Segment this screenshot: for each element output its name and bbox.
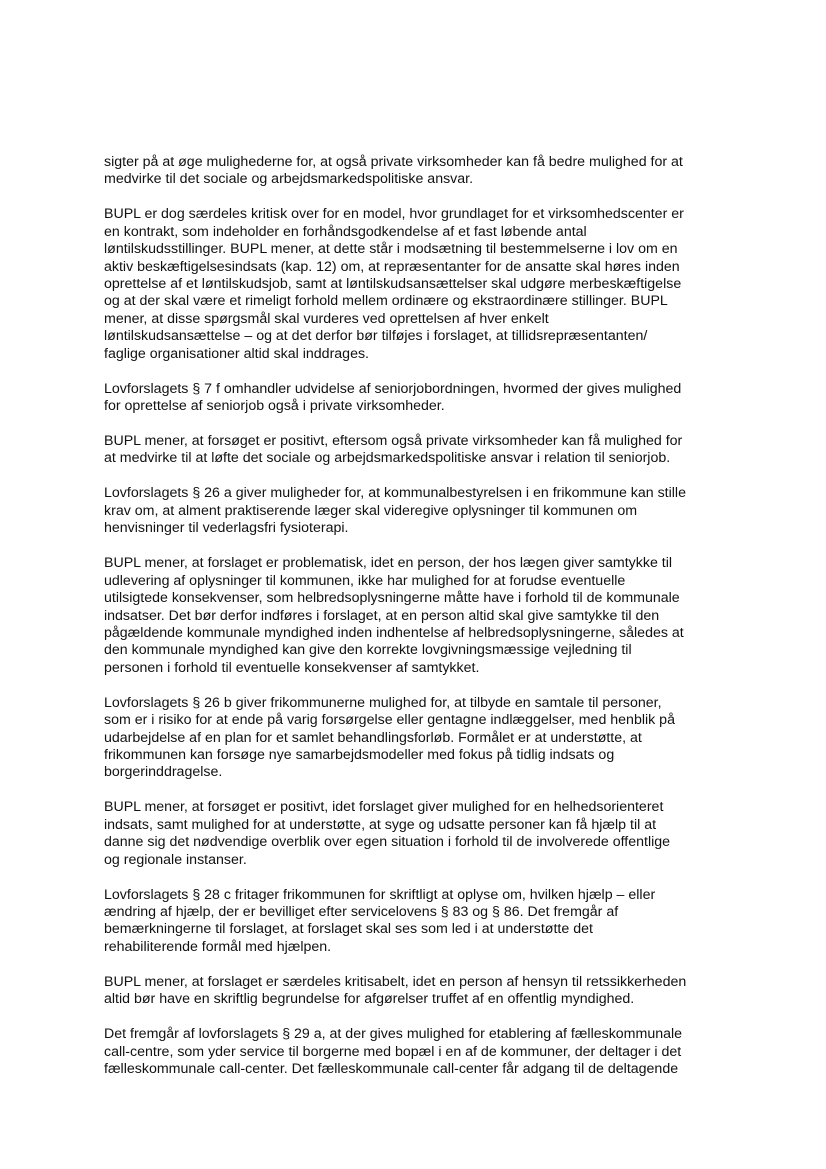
paragraph [104, 433, 744, 468]
text-line: fælleskommunale call-center. Det fælleskommunale call-center får adgang til de deltagende [104, 1061, 679, 1077]
text-line: og at der skal være et rimeligt forhold mellem ordinære og ekstraordinære stillinger. BUPL [104, 293, 668, 310]
paragraph [104, 695, 744, 782]
text-line: BUPL mener, at forslaget er særdeles kritisabelt, idet en person af hensyn til retssikkerheden [104, 973, 687, 990]
text-line: indsats, samt mulighed for at understøtte, at syge og udsatte personer kan få hjælp til at [104, 816, 657, 833]
text-line: BUPL er dog særdeles kritisk over for en model, hvor grundlaget for et virksomhedscenter er [104, 206, 684, 223]
text-line: udarbejdelse af en plan for et samlet behandlingsforløb. Formålet er at understøtte, at [104, 729, 642, 746]
paragraph [104, 154, 744, 189]
text-line: den kommunale myndighed kan give den korrekte lovgivningsmæssige vejledning til [104, 642, 632, 659]
text-line: Lovforslagets § 7 f omhandler udvidelse af seniorjobordningen, hvormed der gives mulighed [104, 380, 682, 397]
paragraph [104, 206, 744, 363]
document-body [104, 154, 744, 1096]
text-line: sigter på at øge mulighederne for, at også private virksomheder kan få bedre mulighed for at [104, 154, 683, 170]
text-line: danne sig det nødvendige overblik over egen situation i forhold til de involverede offentlige [104, 834, 671, 851]
text-line: udlevering af oplysninger til kommunen, ikke har mulighed for at forudse eventuelle [104, 572, 626, 589]
text-line: at medvirke til at løfte det sociale og arbejdsmarkedspolitiske ansvar i relation til seniorjob. [104, 450, 671, 467]
paragraph [104, 887, 744, 957]
text-line: altid bør have en skriftlig begrundelse for afgørelser truffet af en offentlig myndighed. [104, 991, 635, 1008]
text-line: en kontrakt, som indeholder en forhåndsgodkendelse af et fast løbende antal [104, 223, 587, 240]
text-line: Det fremgår af lovforslagets § 29 a, at der gives mulighed for etablering af fælleskommunale [104, 1026, 683, 1043]
paragraph [104, 381, 744, 416]
text-line: medvirke til det sociale og arbejdsmarkedspolitiske ansvar. [104, 171, 474, 188]
text-line: pågældende kommunale myndighed inden indhentelse af helbredsoplysningerne, således at [104, 624, 684, 641]
text-line: oprettelse af et løntilskudsjob, samt at løntilskudsansættelser skal udgøre merbeskæftigelse [104, 276, 682, 293]
text-line: ændring af hjælp, der er bevilliget efter servicelovens § 83 og § 86. Det fremgår af [104, 903, 619, 920]
text-line: som er i risiko for at ende på varig forsørgelse eller gentagne indlæggelser, med henblik på [104, 712, 675, 729]
text-line: call-centre, som yder service til borgerne med bopæl i en af de kommuner, der deltager i det [104, 1043, 682, 1060]
text-line: indsatser. Det bør derfor indføres i forslaget, at en person altid skal give samtykke til den [104, 607, 660, 624]
text-line: BUPL mener, at forsøget er positivt, idet forslaget giver mulighed for en helhedsorienteret [104, 799, 664, 816]
text-line: utilsigtede konsekvenser, som helbredsoplysningerne måtte have i forhold til de kommunale [104, 590, 680, 607]
text-line: personen i forhold til eventuelle konsekvenser af samtykket. [104, 659, 480, 676]
text-line: rehabiliterende formål med hjælpen. [104, 938, 332, 955]
paragraph [104, 1026, 744, 1078]
text-line: mener, at disse spørgsmål skal vurderes ved oprettelsen af hver enkelt [104, 310, 549, 327]
text-line: faglige organisationer altid skal inddrages. [104, 345, 369, 362]
text-line: frikommunen kan forsøge nye samarbejdsmodeller med fokus på tidlig indsats og [104, 746, 615, 763]
text-line: aktiv beskæftigelsesindsats (kap. 12) om, at repræsentanter for de ansatte skal høres inden [104, 258, 680, 275]
text-line: henvisninger til vederlagsfri fysioterapi. [104, 520, 349, 537]
paragraph [104, 799, 744, 869]
text-line: løntilskudsansættelse – og at det derfor bør tilføjes i forslaget, at tillidsrepræsentanten/ [104, 328, 648, 345]
text-line: BUPL mener, at forsøget er positivt, eftersom også private virksomheder kan få mulighed for [104, 433, 683, 450]
paragraph [104, 485, 744, 537]
text-line: borgerinddragelse. [104, 764, 223, 781]
paragraph [104, 555, 744, 677]
paragraph [104, 974, 744, 1009]
text-line: for oprettelse af seniorjob også i private virksomheder. [104, 398, 445, 415]
text-line: krav om, at alment praktiserende læger skal videregive oplysninger til kommunen om [104, 502, 638, 519]
text-line: løntilskudsstillinger. BUPL mener, at dette står i modsætning til bestemmelserne i lov om en [104, 241, 678, 258]
text-line: Lovforslagets § 26 b giver frikommunerne mulighed for, at tilbyde en samtale til personer, [104, 694, 662, 711]
text-line: og regionale instanser. [104, 851, 247, 868]
text-line: Lovforslagets § 26 a giver muligheder for, at kommunalbestyrelsen i en frikommune kan stille [104, 485, 686, 502]
text-line: Lovforslagets § 28 c fritager frikommunen for skriftligt at oplyse om, hvilken hjælp – eller [104, 886, 656, 903]
text-line: bemærkningerne til forslaget, at forslaget skal ses som led i at understøtte det [104, 921, 593, 938]
text-line: BUPL mener, at forslaget er problematisk, idet en person, der hos lægen giver samtykke til [104, 555, 673, 572]
